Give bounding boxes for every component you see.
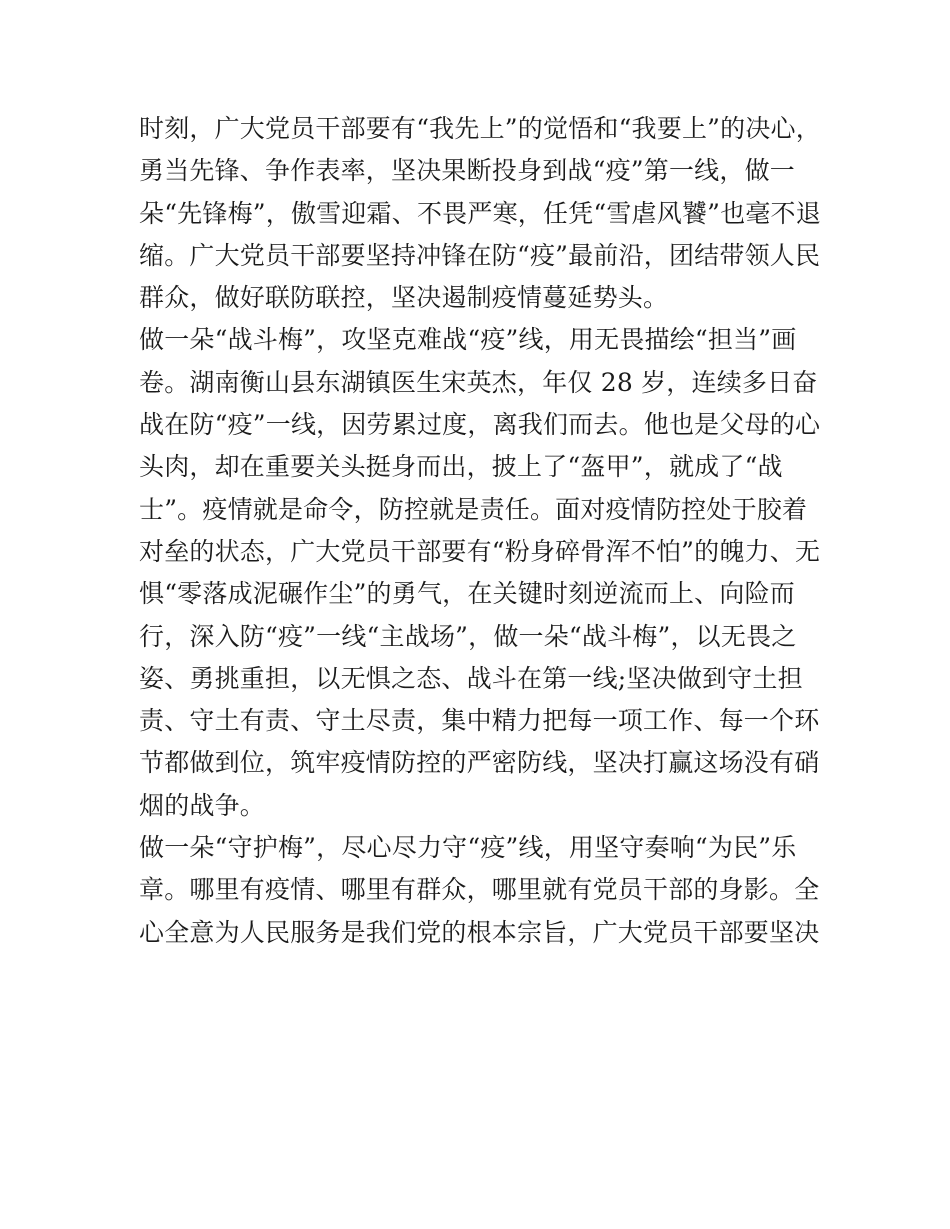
text-line: 战在防“疫”一线，因劳累过度，离我们而去。他也是父母的心	[139, 410, 821, 440]
text-line: 做一朵“守护梅”，尽心尽力守“疫”线，用坚守奏响“为民”乐	[139, 833, 797, 863]
text-line: 士”。疫情就是命令，防控就是责任。面对疫情防控处于胶着	[139, 494, 808, 524]
text-line: 心全意为人民服务是我们党的根本宗旨，广大党员干部要坚决	[139, 917, 820, 947]
text-line: 群众，做好联防联控，坚决遏制疫情蔓延势头。	[139, 283, 669, 313]
text-line: 朵“先锋梅”，傲雪迎霜、不畏严寒，任凭“雪虐风饕”也毫不退	[139, 198, 821, 228]
text-line: 节都做到位，筑牢疫情防控的严密防线，坚决打赢这场没有硝	[139, 748, 820, 778]
text-line: 对垒的状态，广大党员干部要有“粉身碎骨浑不怕”的魄力、无	[139, 536, 821, 566]
text-line: 烟的战争。	[139, 790, 266, 820]
text-line: 惧“零落成泥碾作尘”的勇气，在关键时刻逆流而上、向险而	[139, 579, 795, 609]
text-line: 姿、勇挑重担，以无惧之态、战斗在第一线;坚决做到守土担	[139, 663, 803, 693]
text-line: 卷。湖南衡山县东湖镇医生宋英杰，年仅 28 岁，连续多日奋	[139, 367, 818, 397]
text-line: 勇当先锋、争作表率，坚决果断投身到战“疫”第一线，做一	[139, 156, 795, 186]
text-line: 时刻，广大党员干部要有“我先上”的觉悟和“我要上”的决心，	[139, 114, 821, 143]
text-line: 头肉，却在重要关头挺身而出，披上了“盔甲”，就成了“战	[139, 452, 783, 482]
text-line: 章。哪里有疫情、哪里有群众，哪里就有党员干部的身影。全	[139, 875, 820, 905]
text-line: 行，深入防“疫”一线“主战场”，做一朵“战斗梅”，以无畏之	[139, 621, 797, 651]
text-line: 做一朵“战斗梅”，攻坚克难战“疫”线，用无畏描绘“担当”画	[139, 325, 797, 355]
text-line: 缩。广大党员干部要坚持冲锋在防“疫”最前沿，团结带领人民	[139, 240, 821, 270]
document-body	[139, 108, 829, 954]
text-line: 责、守土有责、守土尽责，集中精力把每一项工作、每一个环	[139, 706, 820, 736]
